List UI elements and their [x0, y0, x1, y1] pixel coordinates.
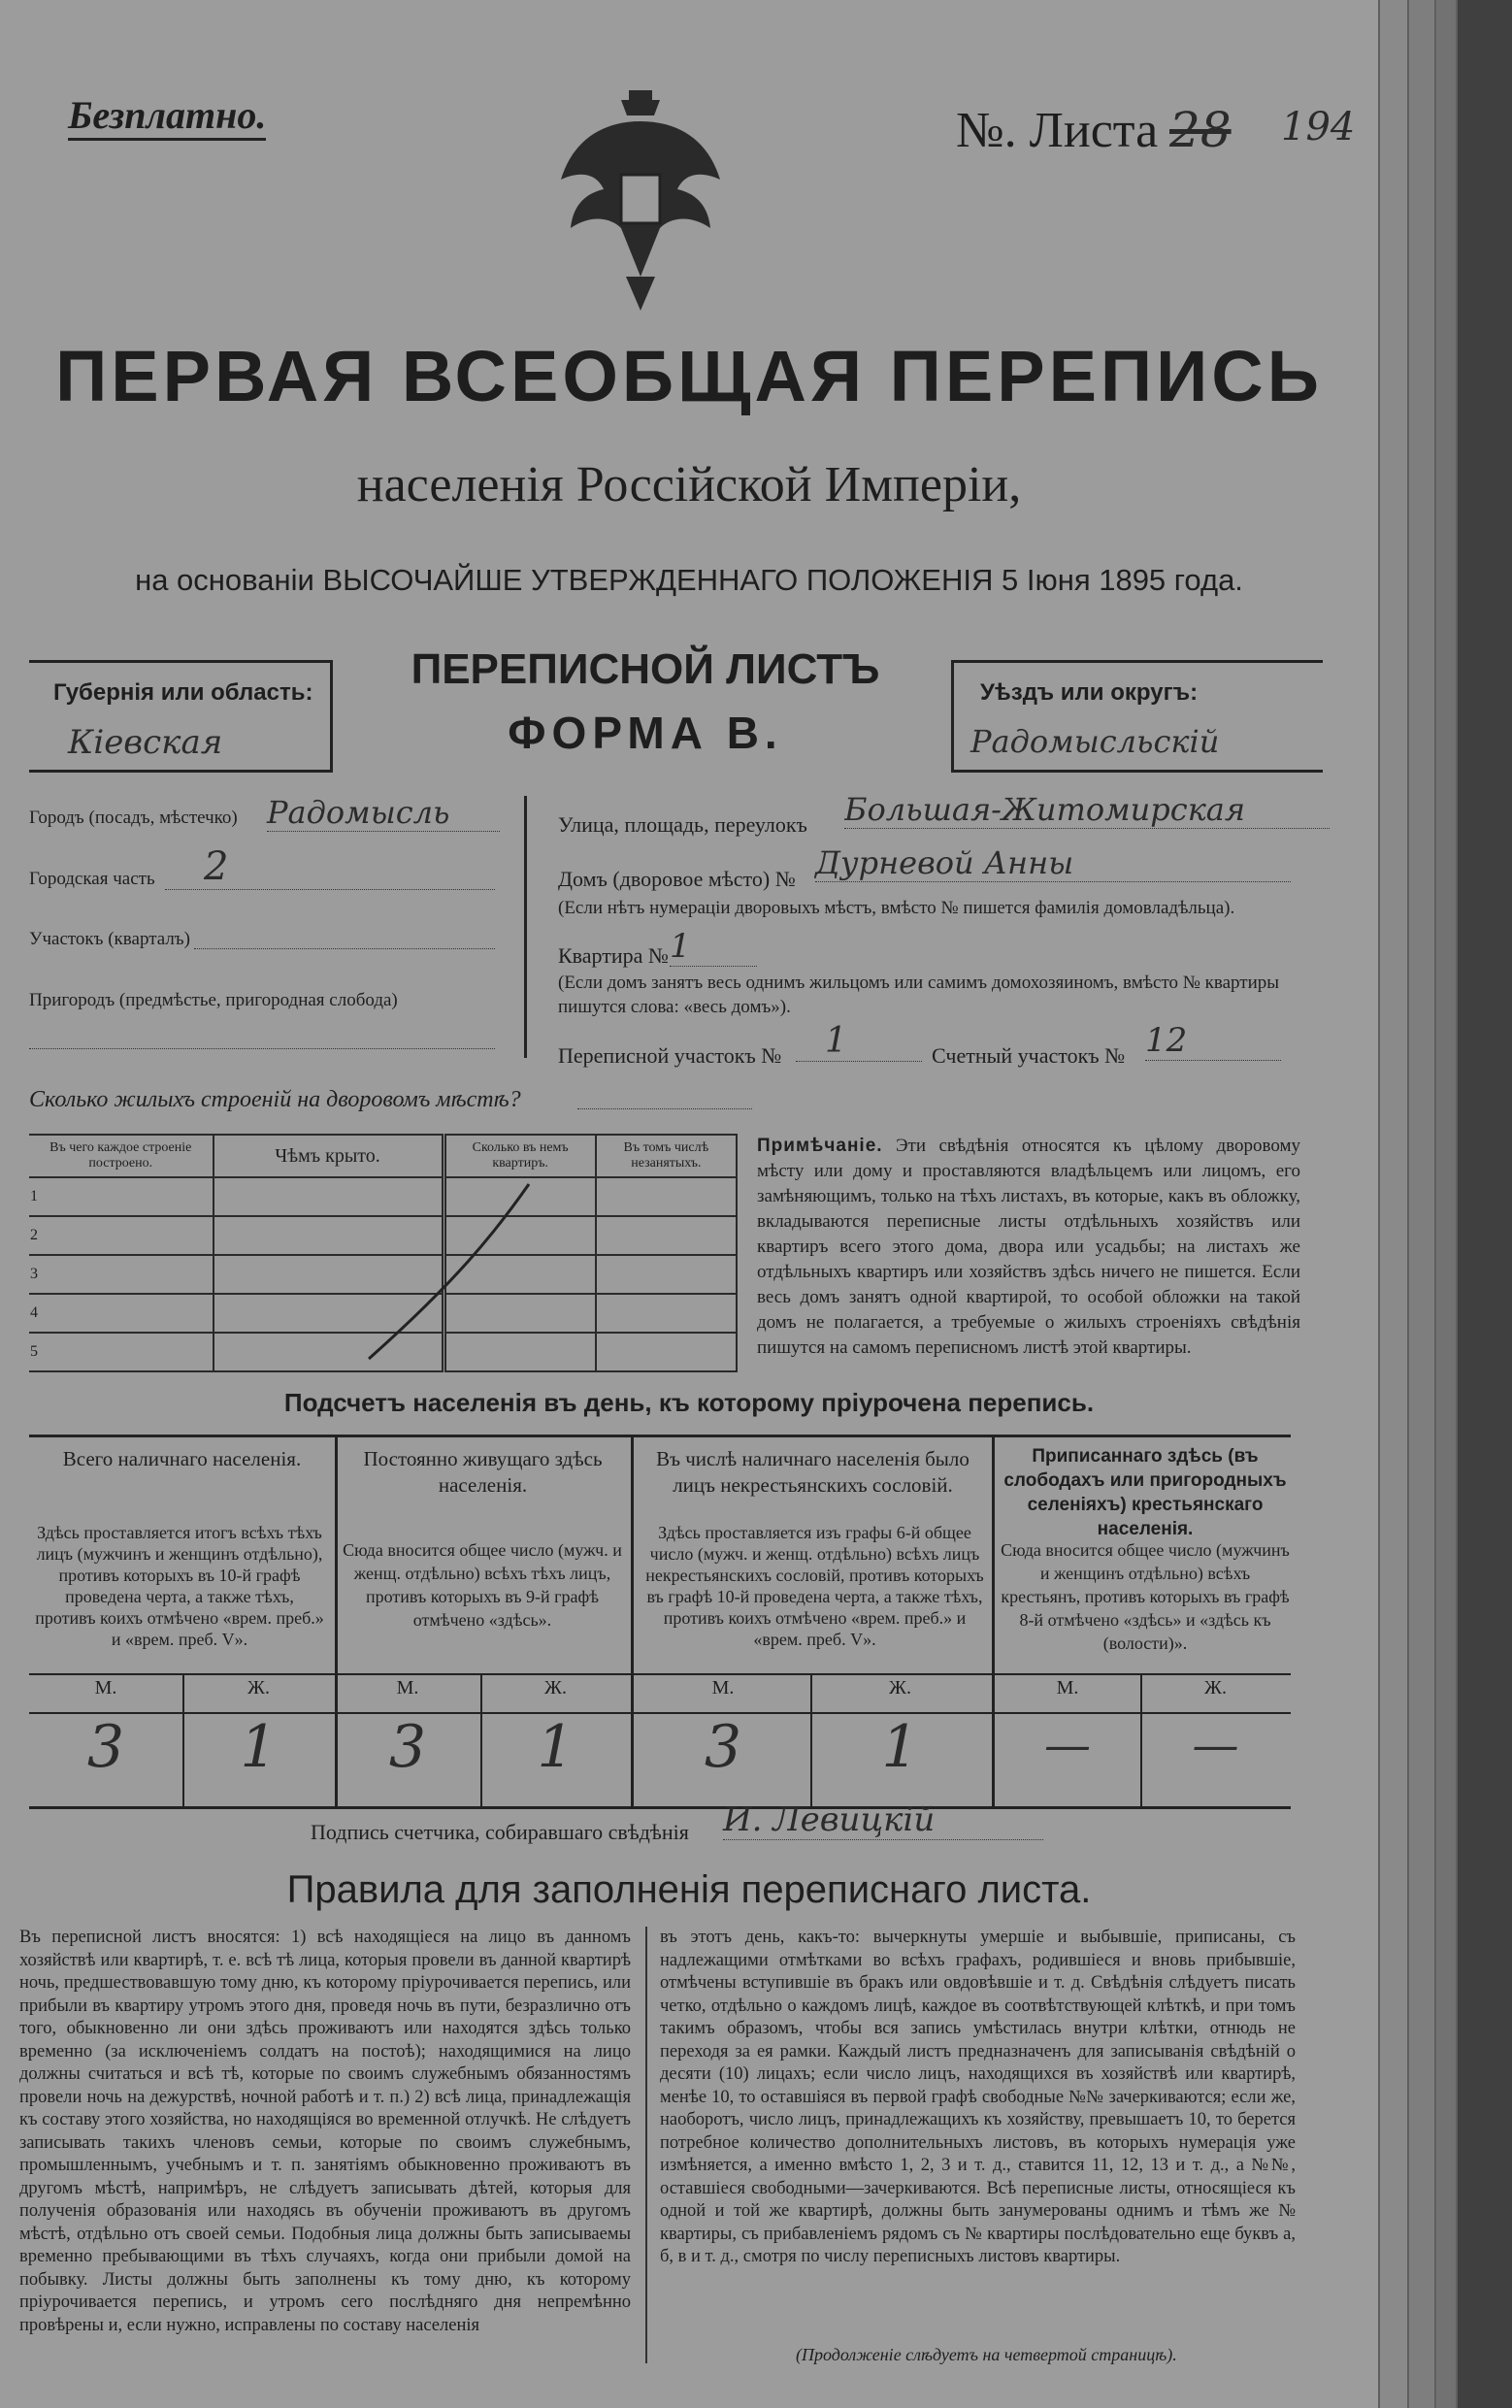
count-col-desc: Сюда вносится общее число (мужчинъ и женщинъ отдѣльно) всѣхъ крестьянъ, противъ которыхъ въ графѣ 8-й отмѣчено «здѣсь» и «здѣсь къ (волости)».	[1001, 1540, 1290, 1653]
male-label: М.	[711, 1677, 735, 1699]
page-edge	[1407, 0, 1436, 2408]
district-rule	[194, 946, 495, 949]
count-col-desc: Сюда вносится общее число (мужч. и женщ. отдѣльно) всѣхъ тѣхъ лицъ, противъ которыхъ въ 9-й графѣ отмѣчено «здѣсь».	[343, 1540, 622, 1630]
free-label: Безплатно.	[68, 92, 266, 141]
city-part-value: 2	[165, 844, 495, 890]
form-name: ФОРМА В.	[508, 708, 783, 758]
buildings-header: Въ томъ числѣ незанятыхъ.	[596, 1135, 737, 1177]
female-label: Ж.	[544, 1677, 567, 1699]
count-male-value: 3	[704, 1713, 742, 1781]
city-label: Городъ (посадъ, мѣстечко)	[29, 808, 238, 828]
street-label: Улица, площадь, переулокъ	[558, 812, 807, 837]
house-note: (Если нѣтъ нумераціи дворовыхъ мѣстъ, вмѣсто № пишется фамилія домовладѣльца).	[558, 898, 1235, 918]
sheet-number-label: №. Листа	[956, 103, 1159, 158]
rules-left-column: Въ переписной листъ вносятся: 1) всѣ находящіеся на лицо въ данномъ хозяйствѣ или квартирѣ, т. е. всѣ тѣ лица, которыя провели въ данной квартирѣ ночь, предшествовавшую тому дню, къ которому пріурочивается перепись, или прибыли въ квартиру утромъ этого дня, проведя ночь въ пути, безразлично отъ того, обыкновенно ли они здѣсь проживаютъ или находятся здѣсь только временно (за исключеніемъ солдатъ на постоѣ); находящимися на лицо должны считаться и всѣ тѣ, которые по своимъ служебнымъ обязанностямъ провели ночь на дежурствѣ, ночной работѣ и т. п.) 2) всѣ лица, принадлежащія къ составу этого хозяйства, но находящіяся во временной отлучкѣ. Не слѣдуетъ записывать такихъ членовъ семьи, которые по своимъ служебнымъ, промышленнымъ, учебнымъ и т. п. занятіямъ обыкновенно проживаютъ въ другомъ мѣстѣ, напримѣръ, не слѣдуетъ записывать дѣтей, которыя для полученія образованія или находясь въ обученіи проживаютъ въ другомъ мѣстѣ, отдѣльно отъ своей семьи. Подобныя лица должны быть записываемы временно пребывающими въ тѣхъ случаяхъ, когда они прибыли домой на побывку. Листы должны быть заполнены къ тому дню, къ которому пріурочивается перепись, и утромъ сего послѣдняго дня непремѣнно провѣрены и, если нужно, исправлены по составу населенія	[19, 1928, 631, 2335]
city-value: Радомысль	[267, 794, 500, 832]
count-female-value: 1	[537, 1713, 575, 1781]
house-value: Дурневой Анны	[815, 844, 1291, 882]
buildings-note	[757, 1134, 1300, 1361]
buildings-question: Сколько жилыхъ строеній на дворовомъ мѣстѣ?	[29, 1087, 521, 1112]
census-district-label: Переписной участокъ №	[558, 1043, 782, 1068]
apt-label: Квартира №	[558, 943, 669, 968]
buildings-header: Въ чего каждое строеніе построено.	[29, 1135, 214, 1177]
page-edge	[1434, 0, 1458, 2408]
male-label: М.	[396, 1677, 419, 1699]
buildings-answer-rule	[577, 1106, 752, 1109]
count-male-value: —	[1044, 1718, 1091, 1772]
buildings-row-number: 3	[29, 1255, 214, 1294]
gubernia-label: Губернія или область:	[53, 679, 313, 706]
count-col-desc: Здѣсь проставляется изъ графы 6-й общее число (мужч. и женщ. отдѣльно) всѣхъ лицъ некрестьянскихъ сословій, противъ которыхъ въ графѣ 10-й проведена черта, а также тѣхъ, противъ коихъ отмѣчено «врем. преб.» и «врем. преб. V».	[645, 1523, 984, 1649]
count-col-head: Приписаннаго здѣсь (въ слободахъ или пригородныхъ селеніяхъ) крестьянскаго населенія.	[1003, 1446, 1287, 1539]
suburb-label: Пригородъ (предмѣстье, пригородная слобода)	[29, 990, 398, 1010]
count-col-head: Постоянно живущаго здѣсь населенія.	[363, 1447, 603, 1497]
count-male-value: 3	[86, 1713, 125, 1781]
female-label: Ж.	[1204, 1677, 1227, 1699]
rules-continued: (Продолженіе слѣдуетъ на четвертой страницѣ).	[796, 2345, 1177, 2364]
male-label: М.	[94, 1677, 117, 1699]
district-label: Участокъ (кварталъ)	[29, 929, 190, 949]
count-col-desc: Здѣсь проставляется итогъ всѣхъ тѣхъ лицъ (мужчинъ и женщинъ отдѣльно), противъ которыхъ въ 10-й графѣ проведена черта, а также тѣхъ, противъ коихъ отмѣчено «врем. преб.» и «врем. преб. V».	[35, 1523, 324, 1649]
buildings-row-number: 4	[29, 1294, 214, 1333]
count-col-head: Въ числѣ наличнаго населенія было лицъ некрестьянскихъ сословій.	[656, 1447, 970, 1497]
buildings-header: Сколько въ немъ квартиръ.	[444, 1135, 596, 1177]
count-district-label: Счетный участокъ №	[932, 1043, 1126, 1068]
uezd-value: Радомысльскій	[970, 723, 1220, 760]
gubernia-value: Кіевская	[68, 723, 223, 762]
female-label: Ж.	[889, 1677, 911, 1699]
basis-line: на основаніи ВЫСОЧАЙШЕ УТВЕРЖДЕННАГО ПОЛОЖЕНІЯ 5 Іюня 1895 года.	[135, 563, 1243, 597]
signature-label: Подпись счетчика, собиравшаго свѣдѣнія	[311, 1820, 689, 1844]
page-edge	[1456, 0, 1512, 2408]
sheet-number-extra: 194	[1281, 105, 1356, 149]
count-col-head: Всего наличнаго населенія.	[62, 1447, 302, 1470]
rules-right-column: въ этотъ день, какъ-то: вычеркнуты умершіе и выбывшіе, приписаны, съ надлежащими отмѣтками во всѣхъ графахъ, родившіеся и вновь прибывшіе, отмѣчены вступившіе въ бракъ или овдовѣвшіе и т. д. Свѣдѣнія слѣдуетъ писать четко, отдѣльно о каждомъ лицѣ, каждое въ соотвѣтствующей клѣткѣ, и при томъ такимъ образомъ, чтобы вся запись умѣстилась внутри клѣтки, отнюдь не переходя за ея рамки. Каждый листъ предназначенъ для записыванія свѣдѣній о десяти (10) лицахъ; если число лицъ, находящихся въ хозяйствѣ или квартирѣ, менѣе 10, то оставшіяся въ первой графѣ свободные №№ зачеркиваются; если же, наоборотъ, число лицъ, принадлежащихъ къ хозяйству, превышаетъ 10, то берется потребное количество дополнительныхъ листовъ, въ которыхъ нумерація уже измѣняется, а именно вмѣсто 1, 2, 3 и т. д., ставится 11, 12, 13 и т. д., а №№, оставшіеся свободными—зачеркиваются. Всѣ переписные листы, относящіеся къ одной и той же квартирѣ, должны быть занумерованы однимъ и тѣмъ же № квартиры, съ прибавленіемъ рядомъ съ № квартиры послѣдовательно еще буквъ а, б, в и т. д., смотря по числу переписныхъ листовъ квартиры.	[660, 1928, 1296, 2266]
subtitle: населенія Россійской Имперіи,	[356, 457, 1022, 512]
street-value: Большая-Житомирская	[844, 791, 1330, 829]
form-title: ПЕРЕПИСНОЙ ЛИСТЪ	[411, 645, 880, 693]
rules-divider	[645, 1927, 647, 2363]
main-title: ПЕРВАЯ ВСЕОБЩАЯ ПЕРЕПИСЬ	[55, 336, 1323, 416]
imperial-eagle-emblem	[543, 82, 738, 315]
count-female-value: —	[1192, 1718, 1239, 1772]
apt-value: 1	[670, 927, 757, 967]
count-female-value: 1	[881, 1713, 919, 1781]
count-district-value: 12	[1145, 1021, 1281, 1061]
buildings-row-number: 1	[29, 1177, 214, 1216]
buildings-header: Чѣмъ крыто.	[214, 1135, 444, 1177]
uezd-label: Уѣздъ или округъ:	[980, 679, 1199, 706]
buildings-row-number: 5	[29, 1333, 214, 1371]
female-label: Ж.	[247, 1677, 270, 1699]
male-label: М.	[1056, 1677, 1079, 1699]
count-female-value: 1	[240, 1713, 278, 1781]
count-male-value: 3	[388, 1713, 427, 1781]
census-district-value: 1	[796, 1021, 922, 1062]
strike-through-mark	[349, 1174, 543, 1369]
page-edge	[1378, 0, 1409, 2408]
suburb-rule	[29, 1046, 495, 1049]
count-title: Подсчетъ населенія въ день, къ которому пріурочена перепись.	[283, 1388, 1095, 1417]
buildings-row-number: 2	[29, 1216, 214, 1255]
city-part-label: Городская часть	[29, 869, 155, 889]
sheet-number-value: 28	[1169, 102, 1232, 158]
apt-note: (Если домъ занятъ весь однимъ жильцомъ или самимъ домохозяиномъ, вмѣсто № квартиры пишутся слова: «весь домъ»).	[558, 973, 1280, 1017]
house-label: Домъ (дворовое мѣсто) №	[558, 867, 796, 891]
rules-title: Правила для заполненія переписнаго листа.	[286, 1868, 1092, 1911]
note-head: Примѣчаніе.	[757, 1136, 883, 1156]
signature-value: И. Левицкій	[723, 1800, 1043, 1840]
note-text: Эти свѣдѣнія относятся къ цѣлому дворовому мѣсту или дому и проставляются владѣльцемъ или лицомъ, его замѣняющимъ, только на тѣхъ листахъ, въ которые, какъ въ обложку, вкладываются переписные листы отдѣльныхъ хозяйствъ или квартиръ всего этого дома, двора или усадьбы; на листахъ же отдѣльныхъ квартиръ или хозяйствъ здѣсь ничего не пишется. Если весь домъ занятъ одной квартирой, то особой обложки на такой домъ не полагается, а требуемые о жилыхъ строеніяхъ свѣдѣнія пишутся на самомъ переписномъ листѣ этой квартиры.	[757, 1136, 1300, 1358]
